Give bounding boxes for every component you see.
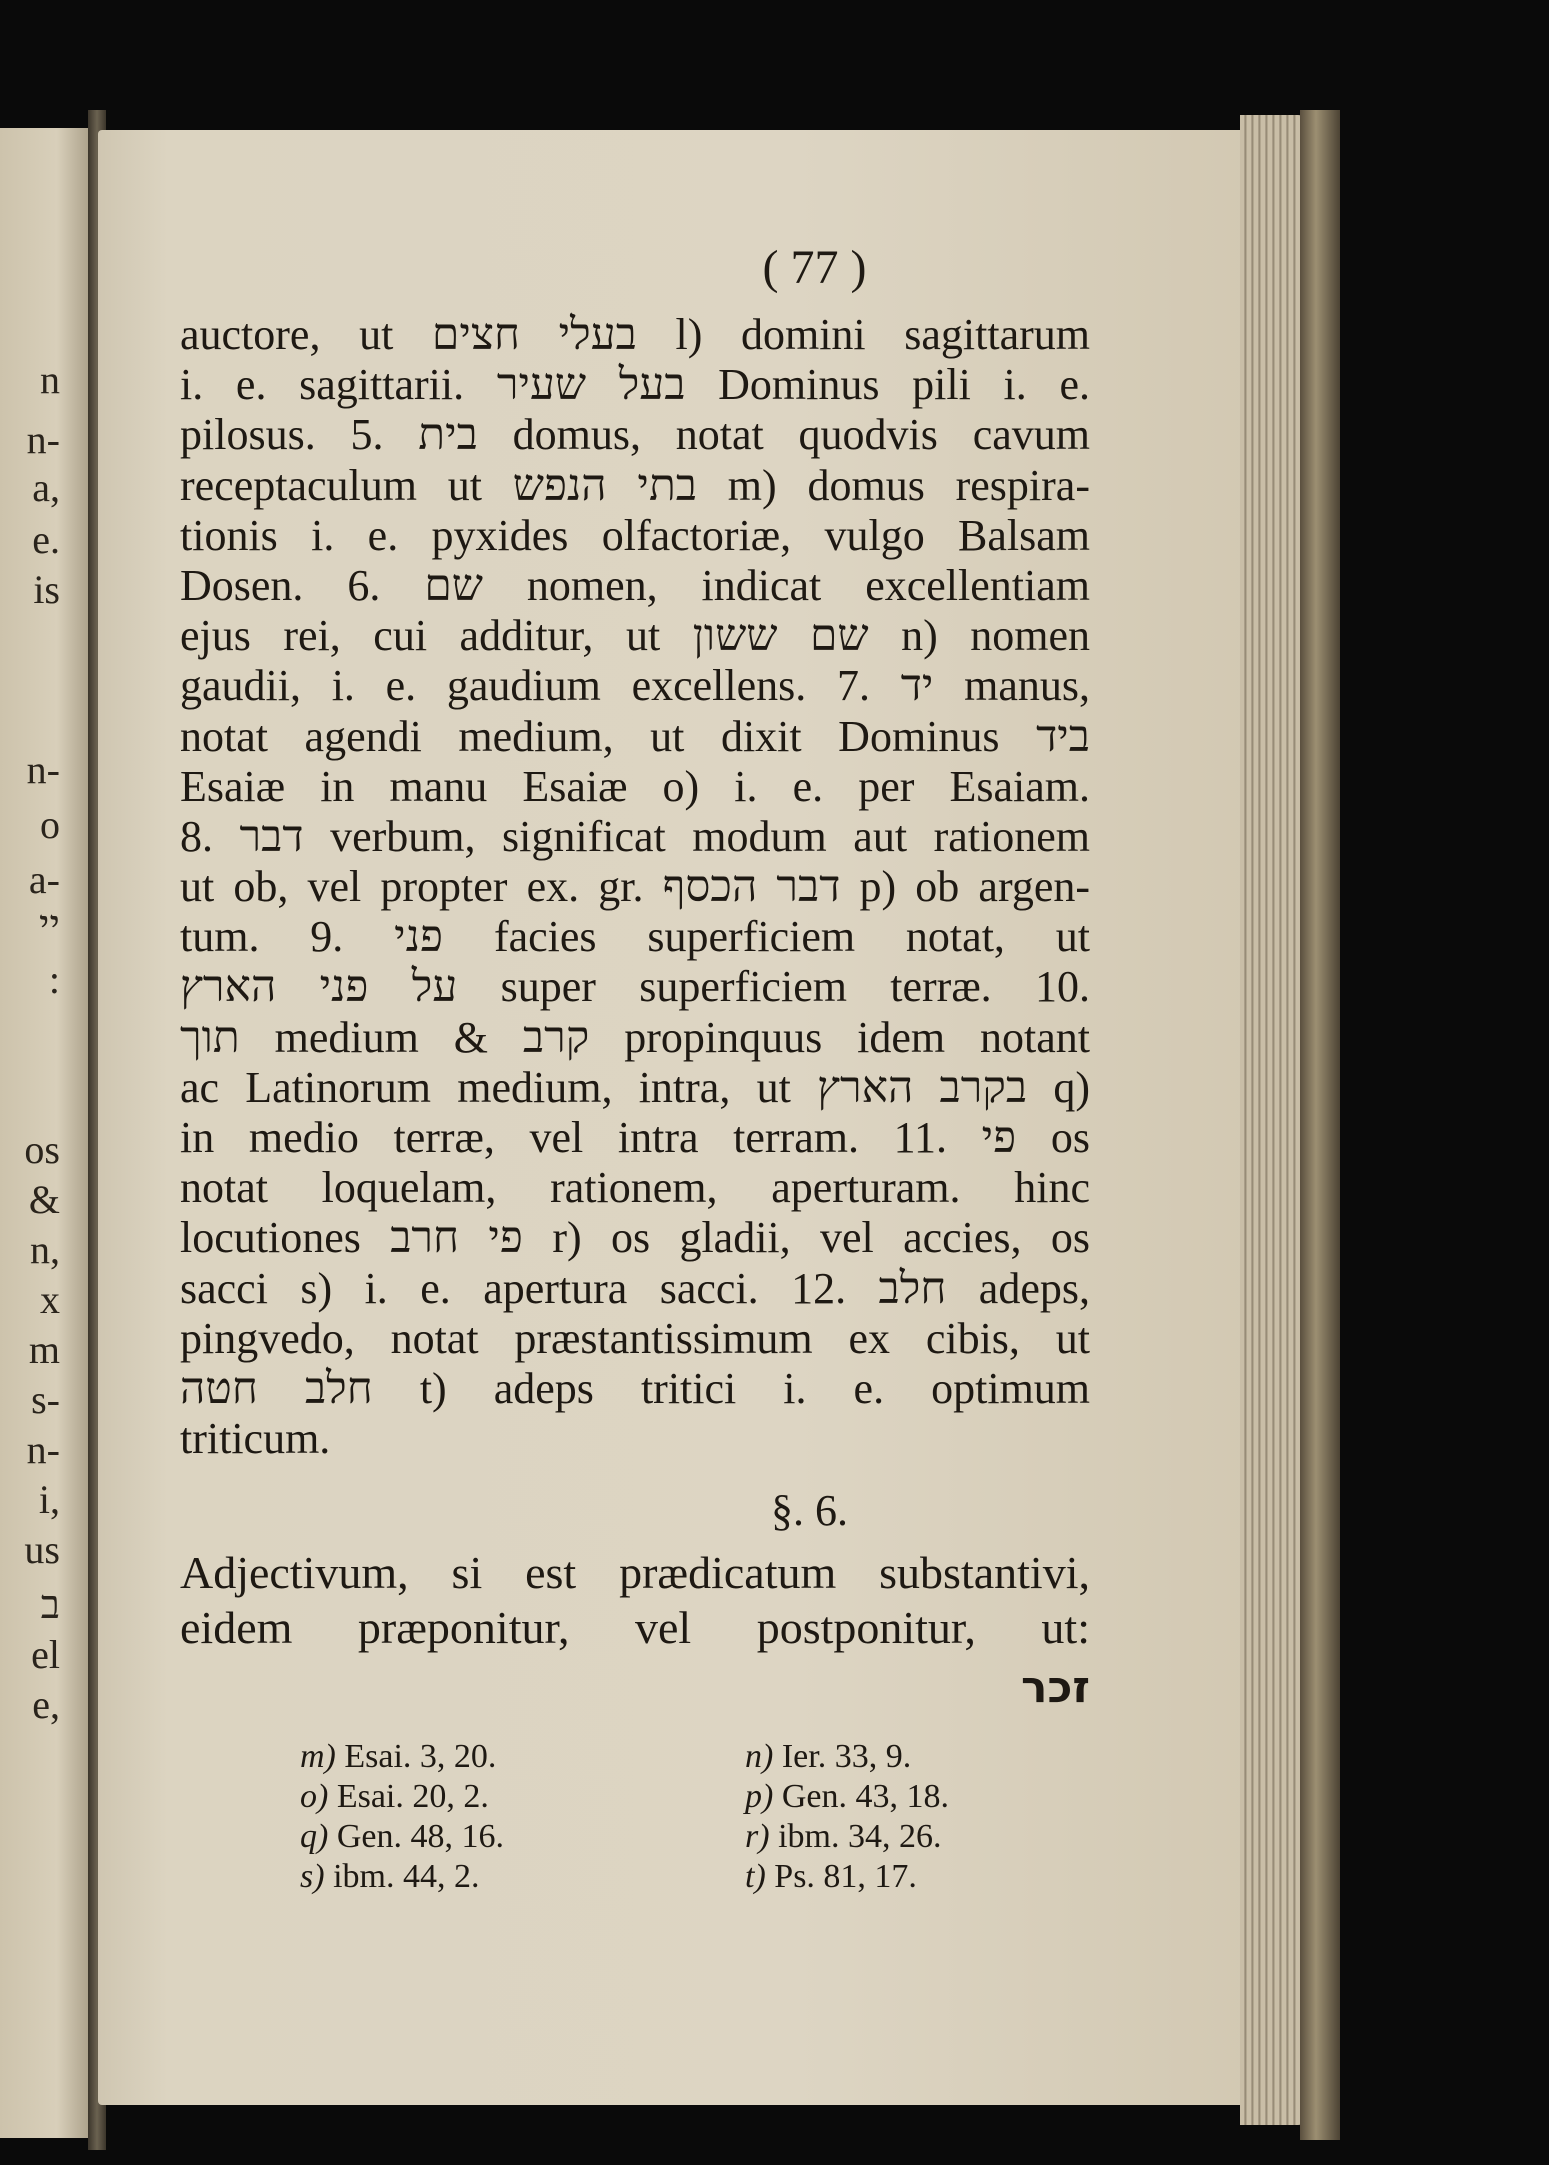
left-margin-fragment: s-: [31, 1377, 60, 1422]
text-line: תוך medium & קרב propinquus idem notant: [180, 1012, 1090, 1062]
text-line: notat loquelam, rationem, aperturam. hinc: [180, 1163, 1090, 1213]
text-line: 8. דבר verbum, significat modum aut rationem: [180, 811, 1090, 861]
footnote-text: ibm. 34, 26.: [769, 1818, 942, 1855]
text-line: pilosus. 5. בית domus, notat quodvis cavum: [180, 410, 1090, 460]
left-margin-fragment: el: [31, 1632, 60, 1677]
text-line: על פני הארץ super superficiem terræ. 10.: [180, 962, 1090, 1012]
text-line: notat agendi medium, ut dixit Dominus ביד: [180, 711, 1090, 761]
footnote-text: Gen. 43, 18.: [773, 1778, 949, 1815]
footnote: [745, 1778, 949, 1816]
footnote-text: Esai. 3, 20.: [335, 1738, 497, 1775]
footnote: [300, 1818, 504, 1856]
left-margin-fragment: n-: [26, 417, 60, 462]
text-line: ejus rei, cui additur, ut שם ששון n) nomen: [180, 611, 1090, 661]
left-margin-fragment: a-: [28, 857, 60, 902]
text-line: in medio terræ, vel intra terram. 11. פי os: [180, 1113, 1090, 1162]
footnote: [300, 1778, 489, 1816]
footnote-mark: t): [745, 1858, 766, 1895]
text-line: gaudii, i. e. gaudium excellens. 7. יד manus,: [180, 661, 1090, 711]
body-text: [180, 310, 1090, 1464]
footnote: [745, 1738, 911, 1776]
section-heading: §. 6.: [771, 1486, 848, 1535]
text-line: חלב חטה t) adeps tritici i. e. optimum: [180, 1363, 1090, 1413]
paragraph-line: Adjectivum, si est prædicatum substantivi,: [180, 1547, 1090, 1598]
left-margin-fragment: x: [40, 1277, 60, 1322]
paragraph-line: eidem præponitur, vel postponitur, ut:: [180, 1602, 1090, 1653]
left-margin-fragment: is: [33, 567, 60, 612]
left-margin-fragment: i,: [38, 1477, 60, 1522]
footnote-text: Ier. 33, 9.: [773, 1738, 912, 1775]
paragraph: [180, 1545, 1090, 1655]
text-line: pingvedo, notat præstantissimum ex cibis, ut: [180, 1313, 1090, 1363]
footnote-mark: s): [300, 1858, 325, 1895]
left-margin-fragment: m: [28, 1327, 60, 1372]
left-margin-fragment: us: [24, 1527, 60, 1572]
catchword: זכר: [1020, 1662, 1090, 1713]
footnote: [745, 1858, 917, 1896]
text-line: ut ob, vel propter ex. gr. דבר הכסף p) ob argen-: [180, 862, 1090, 912]
footnote-mark: o): [300, 1778, 329, 1815]
footnote: [300, 1858, 479, 1896]
footnote: [300, 1738, 496, 1776]
footnote-mark: r): [745, 1818, 770, 1855]
text-line: Dosen. 6. שם nomen, indicat excellentiam: [180, 560, 1090, 610]
text-line: tum. 9. פני facies superficiem notat, ut: [180, 912, 1090, 962]
text-line: ac Latinorum medium, intra, ut בקרב הארץ q): [180, 1062, 1090, 1112]
text-line: i. e. sagittarii. בעל שעיר Dominus pili i. e.: [180, 360, 1090, 410]
footnote-text: Esai. 20, 2.: [328, 1778, 489, 1815]
left-margin-fragment: e.: [32, 517, 60, 562]
text-line: triticum.: [180, 1414, 331, 1464]
text-line: Esaiæ in manu Esaiæ o) i. e. per Esaiam.: [180, 761, 1090, 811]
left-margin-fragment: os: [24, 1127, 60, 1172]
footnote-text: Gen. 48, 16.: [328, 1818, 504, 1855]
left-margin-fragment: n: [40, 357, 60, 402]
left-margin-fragment: :: [48, 957, 60, 1002]
footnote-mark: p): [745, 1778, 774, 1815]
text-line: tionis i. e. pyxides olfactoriæ, vulgo Balsam: [180, 510, 1090, 560]
footnote: [745, 1818, 941, 1856]
text-line: locutiones פי חרב r) os gladii, vel accies, os: [180, 1213, 1090, 1263]
left-margin-fragment: a,: [32, 465, 60, 510]
left-margin-fragment: n-: [26, 747, 60, 792]
text-line: receptaculum ut בתי הנפש m) domus respira-: [180, 460, 1090, 510]
left-margin-fragment: n,: [30, 1227, 60, 1272]
footnote-mark: n): [745, 1738, 774, 1775]
text-line: auctore, ut בעלי חצים l) domini sagittarum: [180, 310, 1090, 359]
text-line: sacci s) i. e. apertura sacci. 12. חלב adeps,: [180, 1263, 1090, 1313]
left-margin-fragment: n-: [26, 1427, 60, 1472]
left-margin-fragment: e,: [32, 1682, 60, 1727]
footnote-text: ibm. 44, 2.: [324, 1858, 480, 1895]
footnote-text: Ps. 81, 17.: [765, 1858, 917, 1895]
left-margin-fragment: יי: [39, 902, 60, 947]
left-margin-fragment: &: [28, 1177, 60, 1222]
page-header: ( 77 ): [762, 241, 867, 294]
left-margin-fragment: ב: [40, 1582, 60, 1627]
book-cover-edge: [1300, 110, 1340, 2140]
footnote-mark: m): [300, 1738, 336, 1775]
left-margin-fragment: o: [40, 802, 60, 847]
footnote-mark: q): [300, 1818, 329, 1855]
